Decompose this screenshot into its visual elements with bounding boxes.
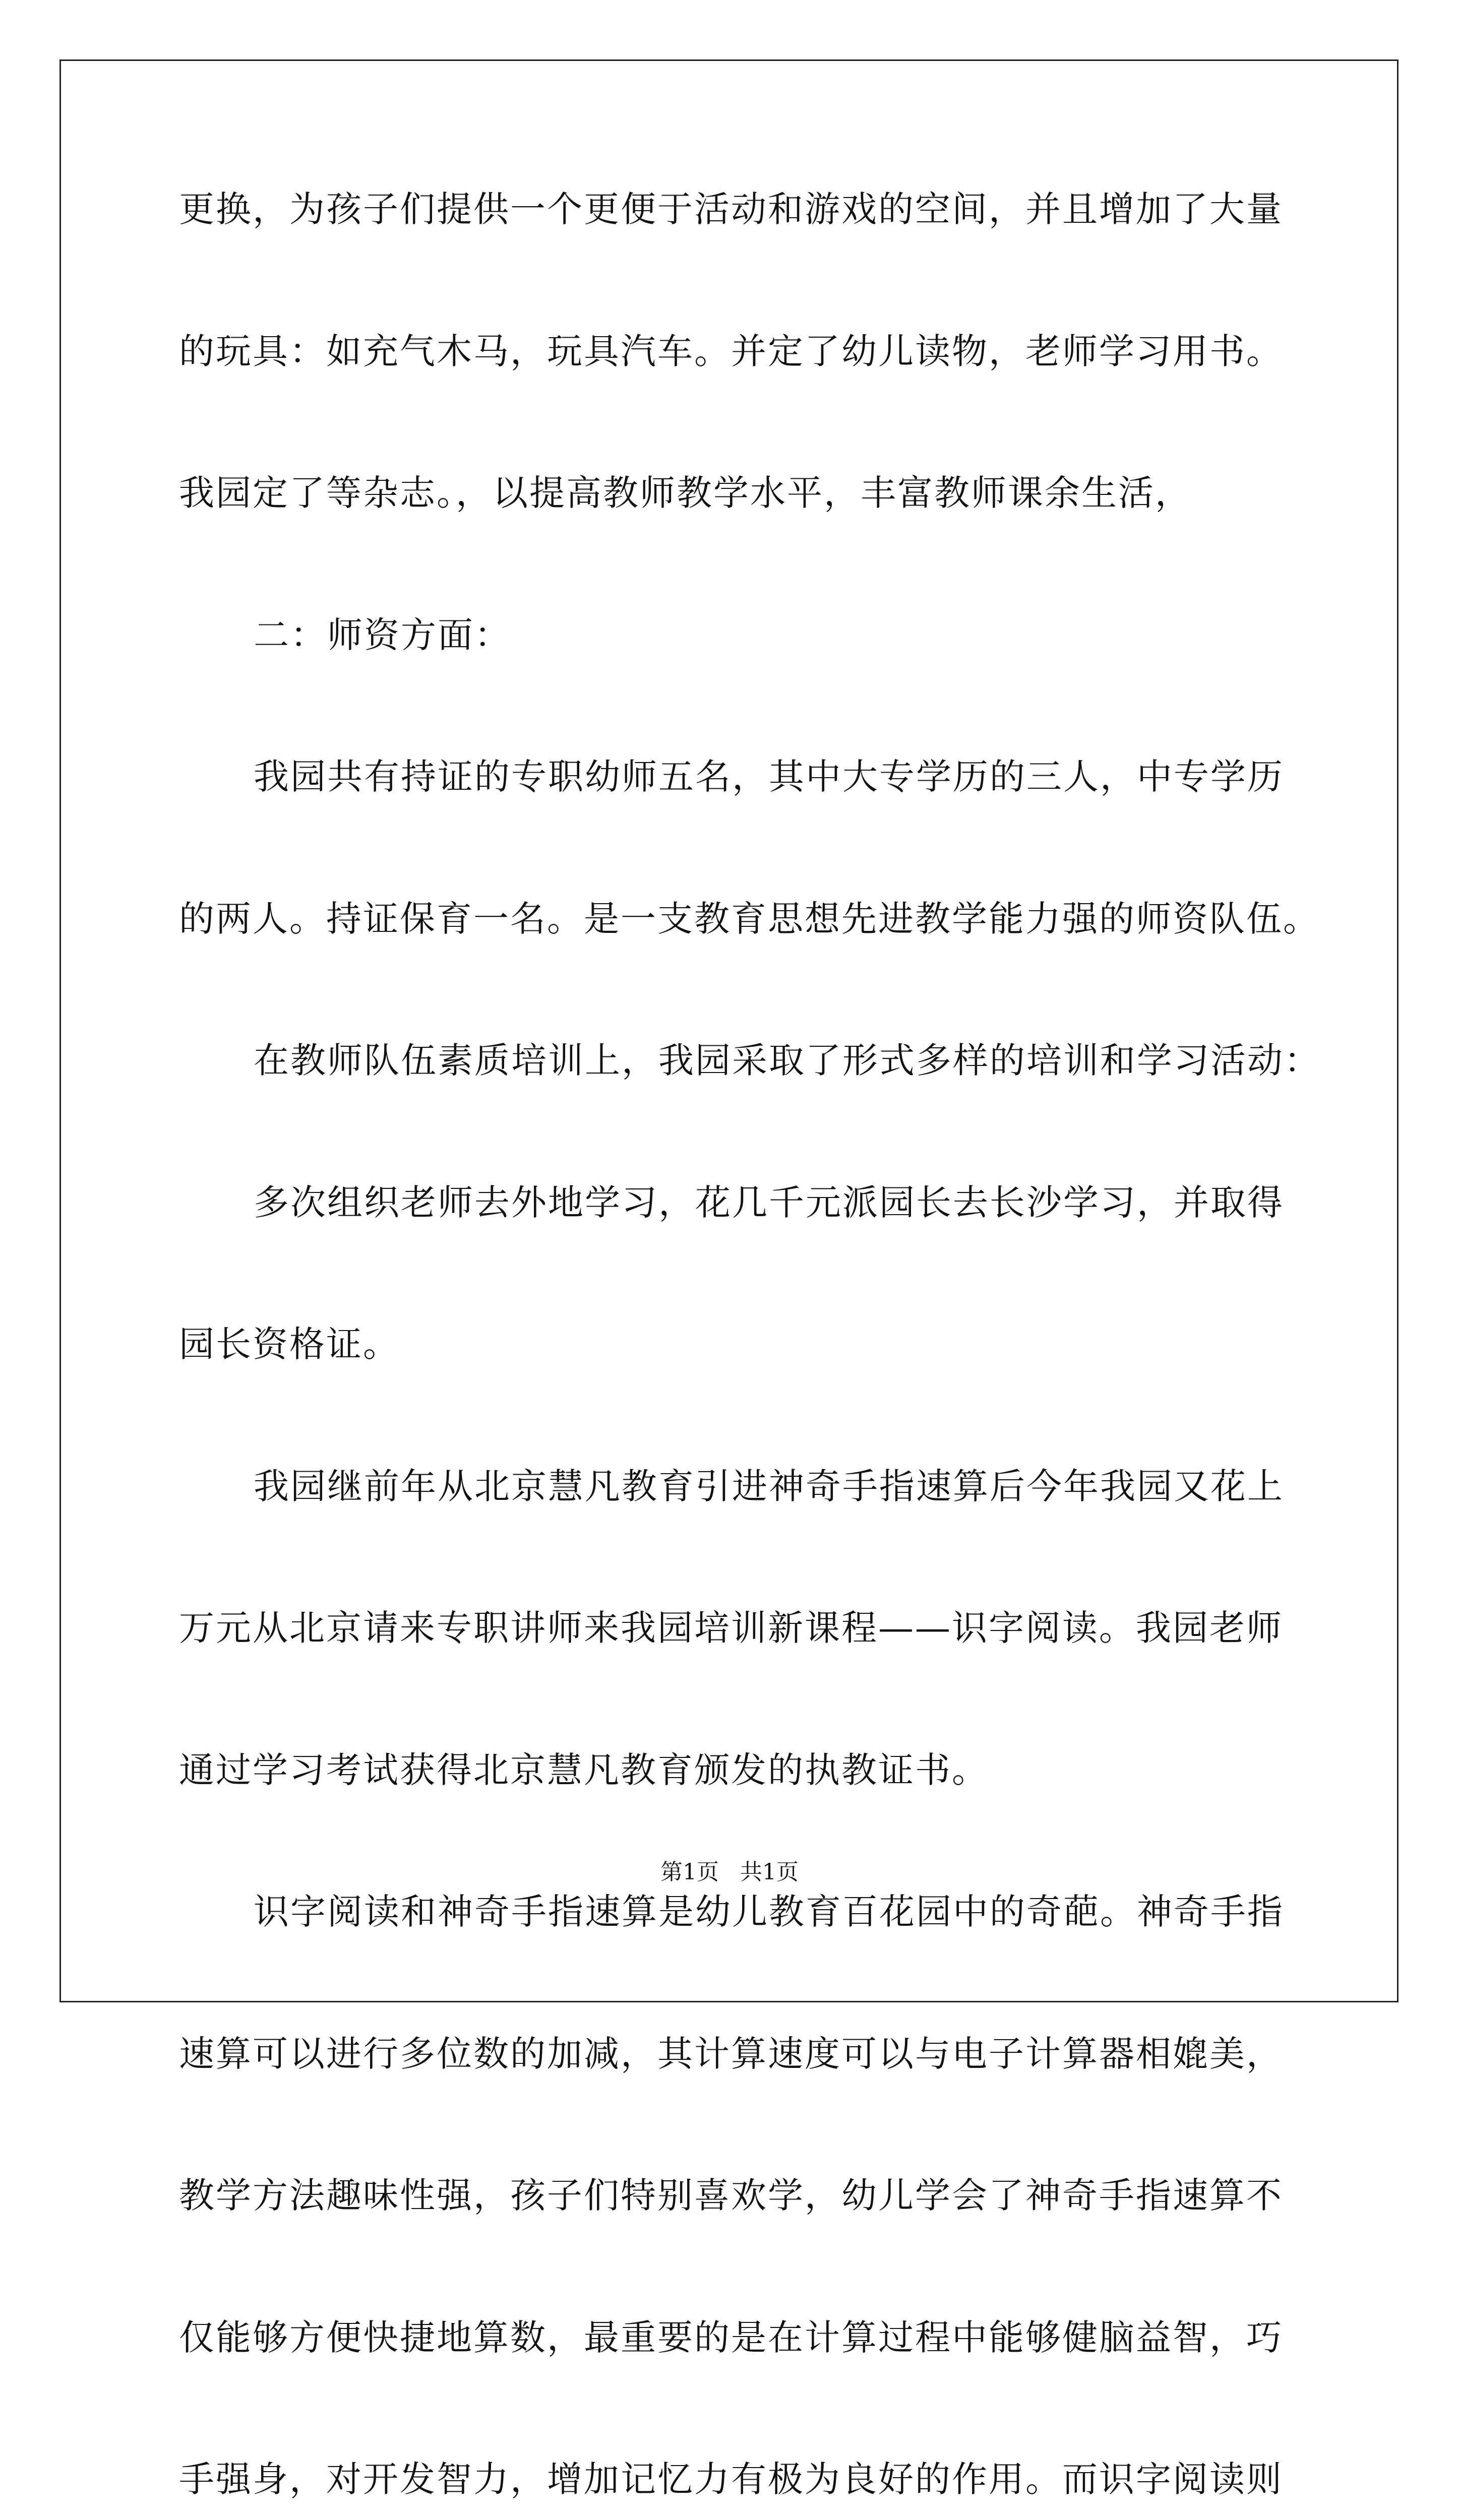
text-line: 在教师队伍素质培训上，我园采取了形式多样的培训和学习活动： <box>254 1040 1321 1081</box>
text-line: 速算可以进行多位数的加减，其计算速度可以与电子计算器相媲美， <box>179 2033 1283 2074</box>
text-line: 园长资格证。 <box>179 1324 400 1365</box>
text-line: 我园共有持证的专职幼师五名，其中大专学历的三人，中专学历 <box>254 756 1284 797</box>
text-line: 仅能够方便快捷地算数，最重要的是在计算过程中能够健脑益智，巧 <box>179 2316 1283 2358</box>
text-line: 我园继前年从北京慧凡教育引进神奇手指速算后今年我园又花上 <box>254 1465 1284 1507</box>
page-footer: 第1页 共1页 <box>660 1859 799 1885</box>
text-line: 教学方法趣味性强，孩子们特别喜欢学，幼儿学会了神奇手指速算不 <box>179 2175 1283 2216</box>
text-line: 的两人。持证保育一名。是一支教育思想先进教学能力强的师资队伍。 <box>179 898 1320 939</box>
text-line: 二：师资方面： <box>254 614 511 656</box>
text-line: 我园定了等杂志。，以提高教师教学水平，丰富教师课余生活， <box>179 472 1192 514</box>
text-line: 识字阅读和神奇手指速算是幼儿教育百花园中的奇葩。神奇手指 <box>254 1891 1284 1932</box>
text-line: 的玩具：如充气木马，玩具汽车。并定了幼儿读物，老师学习用书。 <box>179 330 1283 372</box>
document-body <box>179 188 1321 2520</box>
text-line: 手强身，对开发智力，增加记忆力有极为良好的作用。而识字阅读则 <box>179 2459 1283 2500</box>
text-line: 多次组织老师去外地学习，花几千元派园长去长沙学习，并取得 <box>254 1181 1284 1223</box>
text-line: 万元从北京请来专职讲师来我园培训新课程——识字阅读。我园老师 <box>179 1607 1283 1649</box>
text-line: 更换，为孩子们提供一个更便于活动和游戏的空间，并且增加了大量 <box>179 188 1283 230</box>
text-line: 通过学习考试获得北京慧凡教育颁发的执教证书。 <box>179 1749 989 1791</box>
